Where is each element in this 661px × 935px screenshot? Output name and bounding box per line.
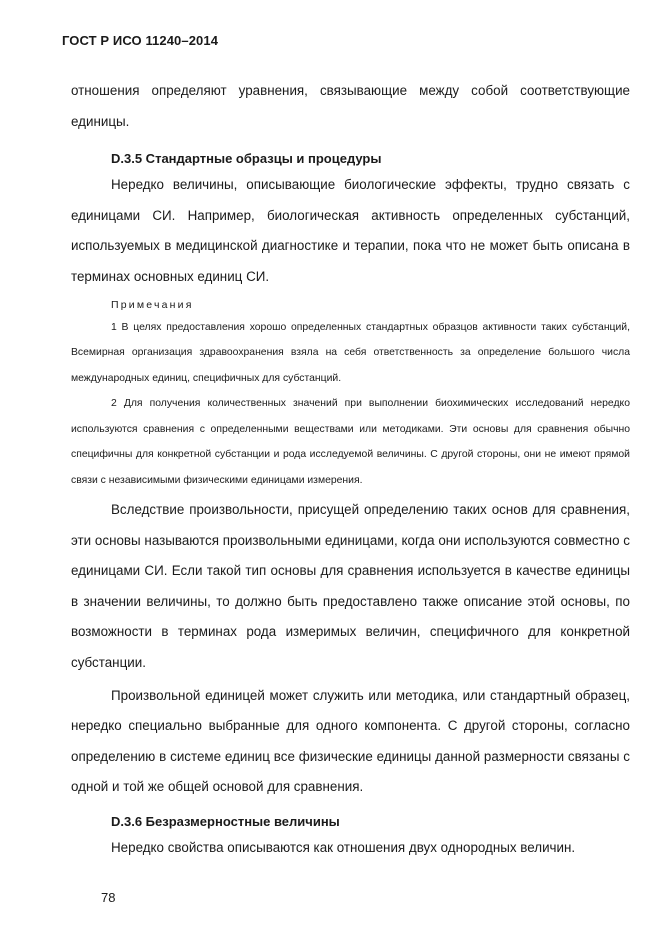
paragraph-biological-effects: Нередко величины, описывающие биологические эффекты, трудно связать с единицами СИ. Например, биологическая активность определенных субстанций, используемых в медицинской диагностике и терапии, пока что не может быть описана в терминах основных единиц СИ. xyxy=(71,177,630,284)
page-number: 78 xyxy=(101,890,116,905)
notes-title: Примечания xyxy=(111,298,194,311)
document-header: ГОСТ Р ИСО 11240–2014 xyxy=(62,33,219,48)
paragraph-continuation: отношения определяют уравнения, связывающие между собой соответствующие единицы. xyxy=(71,83,630,129)
paragraph-arbitrary-units: Вследствие произвольности, присущей определению таких основ для сравнения, эти основы называются произвольными единицами, когда они используются совместно с единицами СИ. Если такой тип основы для сравнения используется в качестве единицы в значении величины, то должно быть предоставлено также описание этой основы, по возможности в терминах рода измеримых величин, специфичного для конкретной субстанции. xyxy=(71,502,630,671)
paragraph-methodology: Произвольной единицей может служить или методика, или стандартный образец, нередко специально выбранные для одного компонента. С другой стороны, согласно определению в системе единиц все физические единицы данной размерности связаны с одной и той же общей основой для сравнения. xyxy=(71,687,630,795)
section-heading-d35: D.3.5 Стандартные образцы и процедуры xyxy=(111,151,382,167)
note-1: 1 В целях предоставления хорошо определенных стандартных образцов активности таких субстанций, Всемирная организация здравоохранения взяла на себя ответственность за определение большого числа международных единиц, специфичных для субстанций. xyxy=(71,321,630,384)
document-body xyxy=(71,76,630,864)
note-2: 2 Для получения количественных значений при выполнении биохимических исследований нередко используются сравнения с определенными веществами или методиками. Эти основы для сравнения обычно специфичны для конкретной субстанции и рода исследуемой величины. С другой стороны, они не имеют прямой связи с независимыми физическими единицами измерения. xyxy=(71,398,630,486)
paragraph-dimensionless: Нередко свойства описываются как отношения двух однородных величин. xyxy=(111,840,576,855)
section-heading-d36: D.3.6 Безразмерностные величины xyxy=(111,814,340,829)
